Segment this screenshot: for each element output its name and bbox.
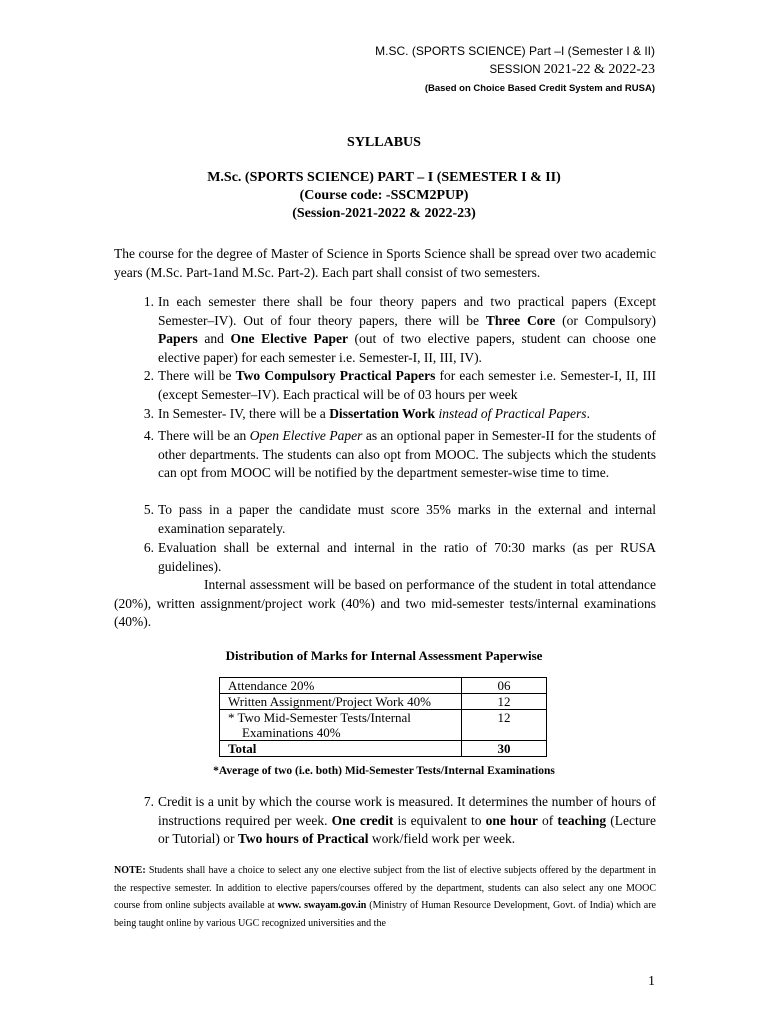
item-text: Evaluation shall be external and internal in the ratio of 70:30 marks (as per RUSA guidelines).: [158, 540, 656, 574]
table-cell-line: Examinations 40%: [242, 725, 341, 740]
marks-table: [219, 677, 547, 757]
page-number: 1: [648, 974, 655, 989]
table-cell-value: 12: [462, 710, 547, 741]
header-cbcs-note: (Based on Choice Based Credit System and RUSA): [424, 83, 655, 94]
item-bold: Three Core: [485, 312, 556, 328]
header-session: [489, 61, 655, 79]
header-course-title: M.SC. (SPORTS SCIENCE) Part –I (Semester I & II): [375, 44, 655, 58]
item-text: Credit is a unit by which the course work is measured. It determines the number of hours of instructions required per week.: [158, 794, 656, 828]
header-session-years: 2021-22 & 2022-23: [543, 62, 655, 77]
item-text: and: [197, 331, 231, 346]
item-text: In each semester there shall be four theory papers and two practical papers (Except Semester–IV). Out of four theory papers, there will be: [158, 294, 656, 328]
table-row: [220, 678, 547, 694]
list-item: [143, 539, 656, 576]
item-text: (out of two elective papers, student can choose one elective paper) for each semester i.e. Semester-I, II, III, IV).: [158, 331, 657, 365]
item-text: for each semester i.e. Semester-I, II, III (except Semester–IV). Each practical will be of 03 hours per week: [158, 368, 656, 402]
list-number: 4.: [143, 428, 154, 443]
note-text: Students shall have a choice to select any one elective subject from the list of elective subjects offered by the department in the respective semester. In addition to elective papers/courses offered by the department, students can also select any one MOOC course from online subjects available at: [114, 865, 656, 911]
item-bold: Two Compulsory Practical Papers: [235, 368, 436, 383]
list-item: [143, 793, 656, 849]
note-paragraph: [114, 862, 656, 932]
intro-paragraph: The course for the degree of Master of Science in Sports Science shall be spread over two academic years (M.Sc. Part-1and M.Sc. Part-2). Each part shall consist of two semesters.: [114, 246, 656, 280]
list-item: [143, 427, 657, 483]
table-row: [220, 710, 547, 741]
item-text: (Lecture or Tutorial) or: [158, 812, 656, 846]
item-bold: Dissertation Work: [329, 406, 436, 421]
item-text: To pass in a paper the candidate must score 35% marks in the external and internal examination separately.: [158, 502, 656, 536]
list-item: [143, 501, 656, 538]
item-text: work/field work per week.: [368, 831, 516, 846]
table-cell-label: Written Assignment/Project Work 40%: [220, 694, 462, 710]
item-bold: one hour: [485, 812, 538, 828]
table-cell-label: Total: [220, 741, 462, 757]
item-bold: teaching: [557, 812, 607, 828]
table-row: [220, 741, 547, 757]
table-cell-value: 30: [462, 741, 547, 757]
note-text: (Ministry of Human Resource Development, Govt. of India) which are being taught online by various UGC recognized universities and the: [114, 900, 656, 929]
item-text: is equivalent to: [393, 812, 486, 828]
course-title: M.Sc. (SPORTS SCIENCE) PART – I (SEMESTER I & II): [207, 170, 561, 185]
item-bold: Two hours of Practical: [237, 831, 369, 846]
table-cell-label: [220, 710, 462, 741]
table-cell-value: 12: [462, 694, 547, 710]
item-italic: instead of Practical Papers: [438, 406, 587, 421]
list-number: 1.: [143, 294, 154, 309]
course-session: (Session-2021-2022 & 2022-23): [292, 206, 476, 221]
swayam-link[interactable]: www. swayam.gov.in: [277, 900, 367, 911]
item-text: There will be an: [158, 428, 250, 443]
item-text: In Semester- IV, there will be a: [158, 406, 330, 421]
item-text: .: [586, 406, 590, 421]
list-item: [143, 367, 656, 404]
table-caption: Distribution of Marks for Internal Assessment Paperwise: [225, 648, 543, 663]
item-bold: Papers: [158, 331, 198, 346]
list-item: [143, 405, 656, 424]
table-row: [220, 694, 547, 710]
item-text: as an optional paper in Semester-II for the students of other departments. The students can also opt from MOOC. The subjects which the students can opt from MOOC will be notified by the department semester-wise time to time.: [158, 428, 657, 480]
list-number: 6.: [143, 540, 154, 555]
item-bold: One Elective Paper: [230, 331, 348, 346]
item-bold: One credit: [331, 812, 394, 828]
table-cell-line: * Two Mid-Semester Tests/Internal: [228, 710, 411, 725]
table-footnote: *Average of two (i.e. both) Mid-Semester Tests/Internal Examinations: [213, 765, 555, 777]
list-number: 5.: [143, 502, 154, 517]
list-item: [143, 293, 657, 367]
list-number: 7.: [143, 794, 154, 809]
internal-assessment-paragraph: Internal assessment will be based on performance of the student in total attendance (20%), written assignment/project work (40%) and two mid-semester tests/internal examinations (40%).: [114, 577, 656, 629]
item-text: (or Compulsory): [555, 312, 656, 328]
item-text: There will be: [158, 368, 236, 383]
item-text: of: [537, 812, 558, 828]
course-code: (Course code: -SSCM2PUP): [299, 188, 469, 203]
table-cell-value: 06: [462, 678, 547, 694]
header-session-label: SESSION: [489, 64, 541, 76]
note-label: NOTE:: [114, 865, 146, 876]
table-cell-label: Attendance 20%: [220, 678, 462, 694]
item-italic: Open Elective Paper: [249, 428, 363, 443]
list-number: 3.: [143, 406, 154, 421]
list-number: 2.: [143, 368, 154, 383]
syllabus-heading: SYLLABUS: [347, 135, 421, 150]
